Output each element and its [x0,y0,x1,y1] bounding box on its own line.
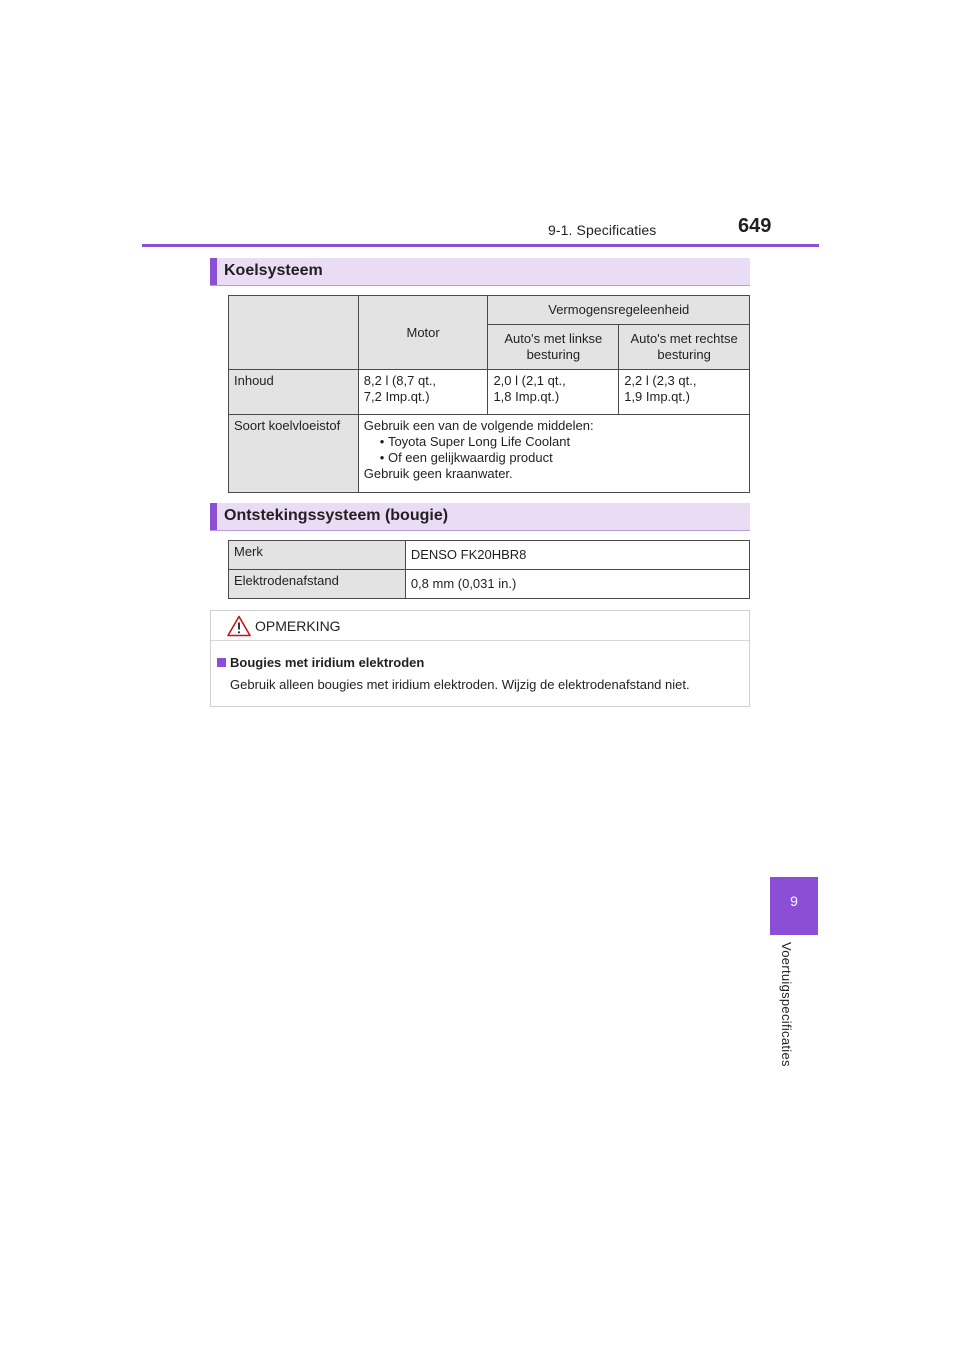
row-header-brand: Merk [229,541,406,570]
electrode-gap-value: 0,8 mm (0,031 in.) [405,570,749,599]
square-bullet-icon [217,658,226,667]
col-header-power-control-unit: Vermogensregeleenheid [488,296,750,325]
capacity-left-line2: 1,8 Imp.qt.) [493,389,560,404]
capacity-motor-line2: 7,2 Imp.qt.) [363,389,430,404]
capacity-left-line1: 2,0 l (2,1 qt., [493,373,566,388]
row-header-coolant-type: Soort koelvloeistof [229,415,359,493]
col-header-left-hand-drive: Auto's met linkse besturing [488,325,619,370]
page-number: 649 [738,215,772,237]
notice-item-text: Gebruik alleen bougies met iridium elektroden. Wijzig de elektrodenafstand niet. [230,677,690,692]
coolant-intro: Gebruik een van de volgende middelen: [363,418,594,433]
row-header-capacity: Inhoud [229,370,359,415]
chapter-side-label-text: Voertuigspecificaties [779,942,794,1067]
table-corner-cell [229,296,359,370]
section-heading-ignition-title: Ontstekingssysteem (bougie) [224,507,449,524]
col-header-motor: Motor [358,296,488,370]
coolant-bullet-1-text: Toyota Super Long Life Coolant [387,434,571,449]
notice-item-title [217,655,424,670]
notice-box [210,610,750,707]
notice-item-title-text: Bougies met iridium elektroden [230,655,425,670]
capacity-motor-line1: 8,2 l (8,7 qt., [363,373,437,388]
warning-triangle-icon [227,615,251,637]
capacity-left-cell [488,370,619,415]
col-header-right-hand-drive: Auto's met rechtse besturing [619,325,750,370]
capacity-right-line2: 1,9 Imp.qt.) [624,389,690,404]
coolant-bullet-1: • Toyota Super Long Life Coolant [379,434,571,449]
chapter-side-label [779,942,804,1082]
coolant-outro: Gebruik geen kraanwater. [363,466,513,481]
chapter-tab[interactable] [770,877,818,935]
brand-value: DENSO FK20HBR8 [405,541,749,570]
capacity-right-line1: 2,2 l (2,3 qt., [624,373,697,388]
row-header-electrode-gap: Elektrodenafstand [229,570,406,599]
notice-label: OPMERKING [255,618,341,634]
coolant-type-cell [358,415,749,493]
section-title: 9-1. Specificaties [548,222,657,238]
cooling-spec-table [228,295,750,493]
ignition-spec-table [228,540,750,599]
coolant-bullet-2-text: Of een gelijkwaardig product [387,450,553,465]
section-heading-cooling-title: Koelsysteem [224,262,323,279]
notice-header [211,611,749,641]
capacity-right-cell [619,370,750,415]
section-heading-cooling [210,258,750,286]
capacity-motor-cell [358,370,488,415]
header-divider [142,244,819,247]
section-heading-ignition [210,503,750,531]
coolant-bullet-2: • Of een gelijkwaardig product [379,450,553,465]
chapter-tab-number: 9 [790,893,798,909]
